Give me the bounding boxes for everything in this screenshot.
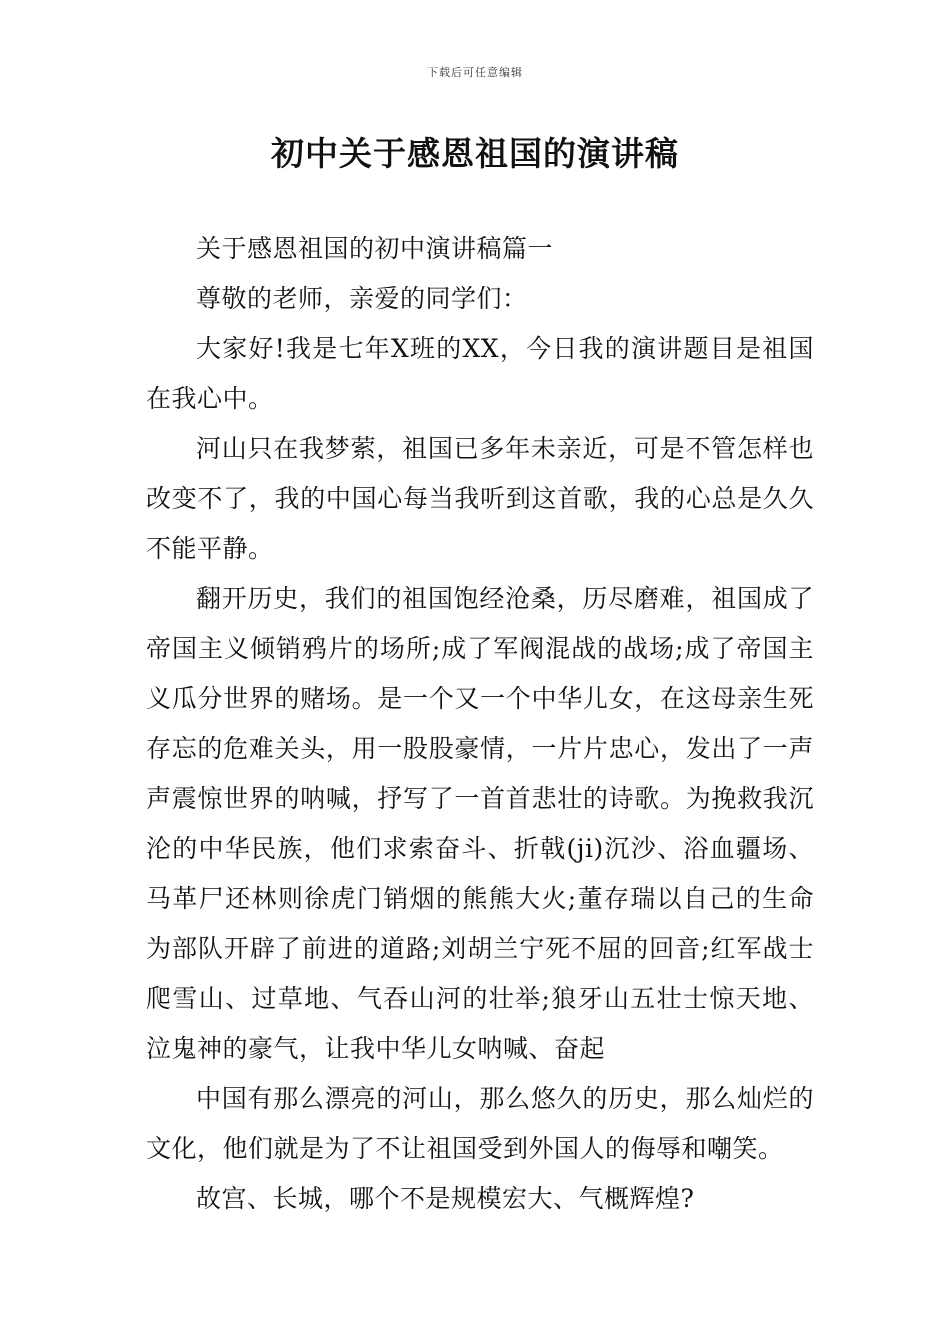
paragraph: 大家好!我是七年X班的XX，今日我的演讲题目是祖国在我心中。 [146, 334, 814, 413]
header-note: 下载后可任意编辑 [427, 66, 523, 79]
paragraph: 故宫、长城，哪个不是规模宏大、气概辉煌? [196, 1184, 695, 1213]
paragraph: 关于感恩祖国的初中演讲稿篇一 [196, 234, 554, 263]
document-title: 初中关于感恩祖国的演讲稿 [271, 134, 679, 173]
paragraph: 翻开历史，我们的祖国饱经沧桑，历尽磨难，祖国成了帝国主义倾销鸦片的场所;成了军阀混战的战场;成了帝国主义瓜分世界的赌场。是一个又一个中华儿女，在这母亲生死存忘的危难关头，用一股股豪情，一片片忠心，发出了一声声震惊世界的呐喊，抒写了一首首悲壮的诗歌。为挽救我沉沦的中华民族，他们求索奋斗、折戟(ji)沉沙、浴血疆场、马革尸还林则徐虎门销烟的熊熊大火;董存瑞以自己的生命为部队开辟了前进的道路;刘胡兰宁死不屈的回音;红军战士爬雪山、过草地、气吞山河的壮举;狼牙山五壮士惊天地、泣鬼神的豪气，让我中华儿女呐喊、奋起 [146, 584, 814, 1063]
paragraph: 中国有那么漂亮的河山，那么悠久的历史，那么灿烂的文化，他们就是为了不让祖国受到外国人的侮辱和嘲笑。 [146, 1084, 814, 1163]
document-body [146, 224, 814, 1224]
paragraph: 河山只在我梦萦，祖国已多年未亲近，可是不管怎样也改变不了，我的中国心每当我听到这首歌，我的心总是久久不能平静。 [146, 434, 814, 563]
paragraph: 尊敬的老师，亲爱的同学们： [196, 284, 528, 313]
